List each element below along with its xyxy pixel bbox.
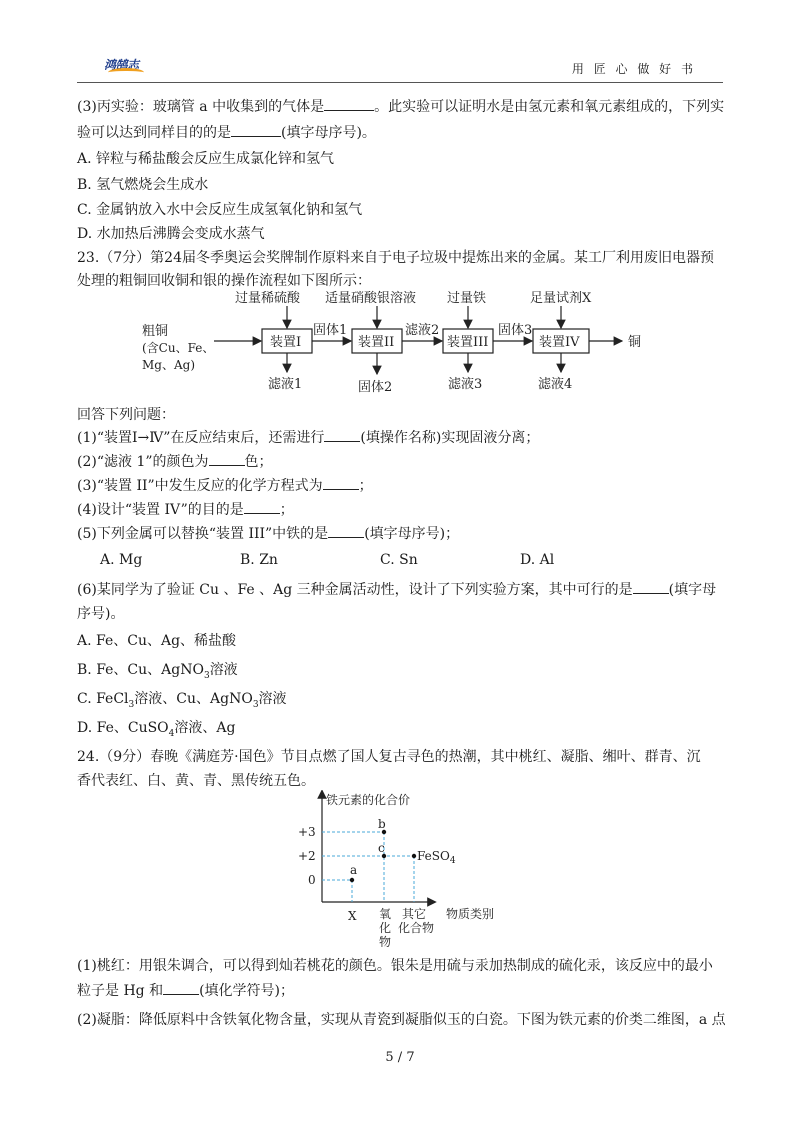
flow-top1: 过量稀硫酸 — [235, 291, 301, 306]
flow-start3: Mg、Ag) — [142, 358, 195, 372]
flow-start1: 粗铜 — [142, 324, 169, 339]
label-a: a — [350, 863, 358, 877]
page-number: 5 / 7 — [385, 1050, 415, 1065]
flow-bot3: 滤液3 — [448, 377, 483, 392]
q23-s6-optA: A. Fe、Cu、Ag、稀盐酸 — [77, 633, 237, 649]
flow-box2-label: 装置II — [358, 335, 395, 350]
q23-s5: (5)下列金属可以替换“装置 III”中铁的是 (填字母序号)； — [77, 526, 460, 542]
xcat-oxide-2: 化 — [379, 921, 392, 935]
q22-3-optC: C. 金属钠放入水中会反应生成氢氧化钠和氢气 — [77, 202, 363, 218]
option: C. Sn — [380, 552, 418, 568]
flow-bot1: 滤液1 — [268, 377, 303, 392]
point-a — [350, 878, 354, 882]
chart-ylabel: 铁元素的化合价 — [326, 793, 411, 807]
q23-flow-diagram — [140, 288, 680, 400]
flow-end: 铜 — [628, 335, 642, 350]
flow-top3: 过量铁 — [447, 291, 487, 306]
q22-3-optB: B. 氢气燃烧会生成水 — [77, 177, 209, 193]
chart-xlabel: 物质类别 — [446, 907, 495, 921]
blank[interactable] — [633, 581, 669, 594]
q22-3-line2: 验可以达到同样目的的是 (填字母序号)。 — [77, 125, 376, 141]
point-feso4 — [412, 854, 416, 858]
q23-s2: (2)“滤液 1”的颜色为 色； — [77, 454, 273, 470]
header-slogan: 用 匠 心 做 好 书 — [571, 62, 696, 76]
publisher-logo — [104, 56, 150, 74]
flow-box4-label: 装置IV — [539, 335, 580, 350]
xcat-other-1: 其它 — [402, 907, 427, 921]
q24-valence-chart — [296, 790, 516, 950]
q23-s6-optD: D. Fe、CuSO$_4$溶液、Ag — [77, 720, 236, 739]
xcat-x: X — [348, 909, 357, 923]
blank[interactable] — [231, 124, 281, 137]
option: B. Zn — [240, 552, 278, 568]
flow-start2: (含Cu、Fe、 — [142, 341, 215, 355]
ytick-zero: 0 — [308, 873, 316, 887]
header-rule — [77, 82, 723, 83]
q22-3-line1: (3)丙实验：玻璃管 a 中收集到的气体是 。此实验可以证明水是由氢元素和氧元素组成的，下列实 — [77, 99, 725, 115]
q23-intro2: 处理的粗铜回收铜和银的操作流程如下图所示： — [77, 273, 371, 289]
blank[interactable] — [209, 453, 245, 466]
label-b: b — [378, 817, 386, 831]
q24-p2: (2)凝脂：降低原料中含铁氧化物含量，实现从青瓷到凝脂似玉的白瓷。下图为铁元素的价类二维图，a 点 — [77, 1012, 726, 1028]
q23-answer-intro: 回答下列问题： — [77, 407, 175, 423]
q22-3-optA: A. 锌粒与稀盐酸会反应生成氯化锌和氢气 — [77, 151, 335, 167]
flow-mid3: 固体3 — [498, 323, 533, 338]
flow-bot2: 固体2 — [358, 380, 393, 395]
q23-s6-line2: 序号)。 — [77, 606, 125, 622]
q23-s6-optC: C. FeCl$_3$溶液、Cu、AgNO$_3$溶液 — [77, 691, 287, 710]
flow-top2: 适量硝酸银溶液 — [325, 291, 417, 306]
q23-s6-line1: (6)某同学为了验证 Cu 、Fe 、Ag 三种金属活动性，设计了下列实验方案，其中可行的是 (填字母 — [77, 582, 717, 598]
flow-bot4: 滤液4 — [538, 377, 573, 392]
label-c: c — [378, 841, 385, 855]
q23-intro1: 23.（7分）第24届冬季奥运会奖牌制作原料来自于电子垃圾中提炼出来的金属。某工厂利用废旧电器预 — [77, 250, 714, 266]
blank[interactable] — [323, 477, 359, 490]
q24-p1-line1: (1)桃红：用银朱调合，可以得到灿若桃花的颜色。银朱是用硫与汞加热制成的硫化汞，该反应中的最小 — [77, 958, 713, 974]
q23-s3: (3)“装置 II”中发生反应的化学方程式为 ； — [77, 478, 373, 494]
logo-text: 鸿鹄志 — [104, 58, 139, 72]
flow-mid1: 固体1 — [313, 323, 348, 338]
q24-p1-line2: 粒子是 Hg 和 (填化学符号)； — [77, 983, 295, 999]
ytick-plus3: +3 — [298, 825, 316, 839]
q22-3-optD: D. 水加热后沸腾会变成水蒸气 — [77, 226, 265, 242]
q23-s4: (4)设计“装置 IV”的目的是 ； — [77, 502, 294, 518]
xcat-oxide-1: 氧 — [379, 907, 392, 921]
option: D. Al — [520, 552, 555, 568]
blank[interactable] — [244, 501, 280, 514]
xcat-other-2: 化合物 — [398, 921, 435, 935]
q23-s6-optB: B. Fe、Cu、AgNO$_3$溶液 — [77, 662, 238, 681]
flow-box3-label: 装置III — [447, 335, 489, 350]
q23-s1: (1)“装置Ⅰ→Ⅳ”在反应结束后，还需进行 (填操作名称)实现固液分离； — [77, 430, 540, 446]
flow-top4: 足量试剂X — [530, 291, 592, 306]
label-feso4: FeSO$_4$ — [417, 849, 456, 866]
blank[interactable] — [324, 429, 360, 442]
ytick-plus2: +2 — [298, 849, 316, 863]
xcat-oxide-3: 物 — [379, 935, 392, 949]
q24-intro2: 香代表红、白、黄、青、黑传统五色。 — [77, 773, 315, 789]
blank[interactable] — [163, 982, 199, 995]
logo-swoosh — [108, 68, 144, 77]
option: A. Mg — [100, 552, 143, 568]
flow-mid2: 滤液2 — [405, 323, 440, 338]
blank[interactable] — [328, 525, 364, 538]
q23-s5-options — [100, 551, 580, 569]
flow-box1-label: 装置I — [270, 335, 302, 350]
q24-intro1: 24.（9分）春晚《满庭芳·国色》节目点燃了国人复古寻色的热潮，其中桃红、凝脂、缃叶、群青、沉 — [77, 749, 701, 765]
blank[interactable] — [324, 98, 374, 111]
